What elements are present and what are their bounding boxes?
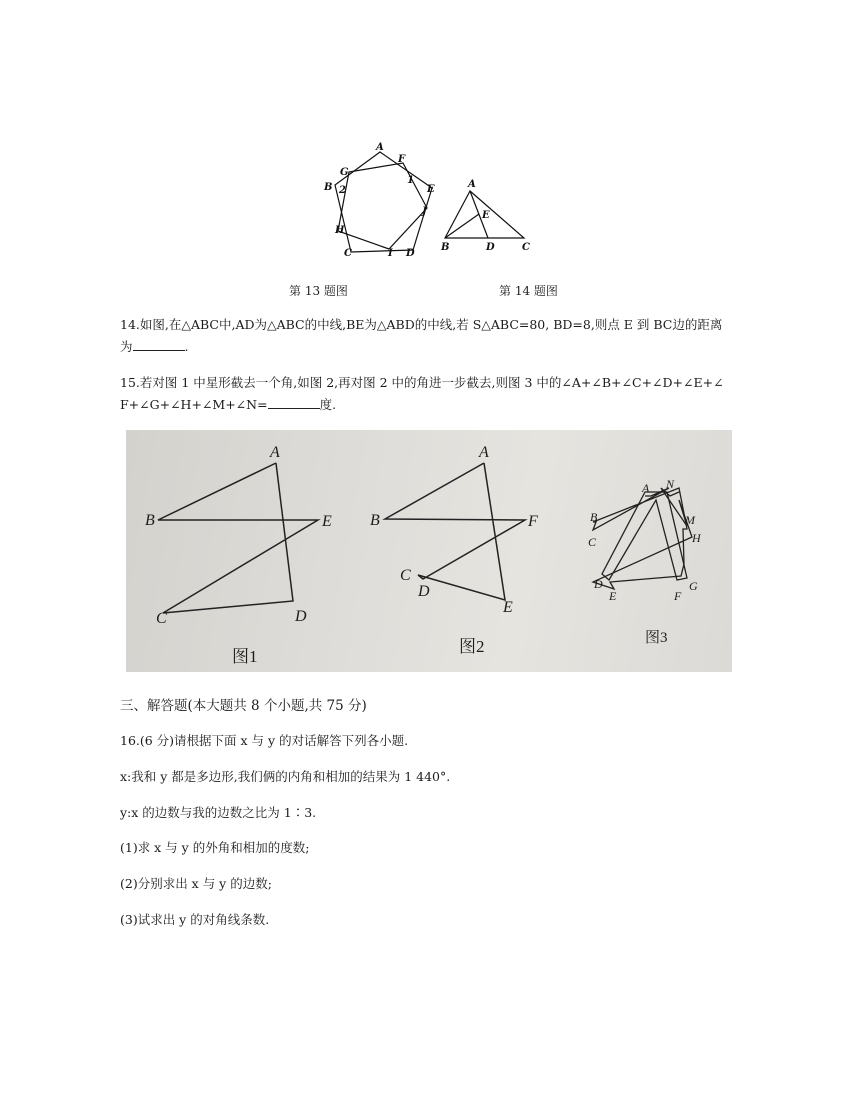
outer-pentagon <box>335 152 432 252</box>
fig13-label-1: 1 <box>407 175 414 186</box>
fig13-label-F: F <box>398 154 406 165</box>
fig3-label-M: M <box>685 513 695 527</box>
fig13-label-D: D <box>406 248 415 259</box>
q15-prefix: F+∠G+∠H+∠M+∠N= <box>120 397 268 412</box>
fig3-label-N: N <box>666 477 675 491</box>
fig2-label-E: E <box>503 599 513 616</box>
fig3-label-F: F <box>674 589 682 603</box>
q15-suffix: 度. <box>319 397 337 412</box>
section-3-title: 三、解答题(本大题共 8 个小题,共 75 分) <box>120 698 367 714</box>
fig2-label-C: C <box>400 567 411 584</box>
fig3-label-A: A <box>642 481 650 495</box>
star-figures-svg <box>126 430 732 672</box>
median-be <box>445 214 479 238</box>
fig13-label-C: C <box>344 248 352 259</box>
fig1-label-B: B <box>145 512 155 529</box>
figure-13-caption: 第 13 题图 <box>289 284 348 298</box>
q15-answer-blank <box>268 397 320 409</box>
fig3-label-C: C <box>588 535 597 549</box>
fig13-label-J: J <box>422 206 427 217</box>
figure-13-diagram <box>318 138 446 262</box>
question-16-y-dialogue: y:x 的边数与我的边数之比为 1∶3. <box>120 805 317 820</box>
fig13-label-2: 2 <box>339 185 346 196</box>
figure-2-caption: 图2 <box>459 637 485 656</box>
fig1-label-D: D <box>295 608 307 625</box>
fig3-label-G: G <box>689 579 698 593</box>
fig2-label-D: D <box>418 583 430 600</box>
question-15-line-2 <box>120 397 336 413</box>
question-16-part-3: (3)试求出 y 的对角线条数. <box>120 912 270 927</box>
question-16-part-2: (2)分别求出 x 与 y 的边数; <box>120 876 272 891</box>
star-figures-photo <box>126 430 732 672</box>
figure-3-caption: 图3 <box>645 630 668 646</box>
figure-14-diagram <box>436 176 536 254</box>
fig13-label-H: H <box>335 225 345 236</box>
q14-suffix: . <box>184 339 189 354</box>
question-16-part-1: (1)求 x 与 y 的外角和相加的度数; <box>120 840 310 855</box>
fig14-label-C: C <box>522 242 530 253</box>
question-14-line-2 <box>120 339 189 355</box>
fig1-label-C: C <box>156 610 167 627</box>
fig14-label-E: E <box>482 210 490 221</box>
question-14-line-1: 14.如图,在△ABC中,AD为△ABC的中线,BE为△ABD的中线,若 S△ABC=80, BD=8,则点 E 到 BC边的距离 <box>120 317 723 332</box>
fig13-label-B: B <box>324 182 333 193</box>
fig1-label-A: A <box>270 444 280 461</box>
figure-14-caption: 第 14 题图 <box>499 284 558 298</box>
figure-1-caption: 图1 <box>232 647 258 666</box>
question-16-stem: 16.(6 分)请根据下面 x 与 y 的对话解答下列各小题. <box>120 733 409 748</box>
fig13-label-I: I <box>388 248 393 259</box>
fig13-label-E: E <box>427 184 435 195</box>
fig13-label-G: G <box>340 167 349 178</box>
fig14-label-D: D <box>486 242 495 253</box>
fig2-label-A: A <box>479 444 489 461</box>
fig3-label-E: E <box>609 589 617 603</box>
q14-answer-blank <box>133 339 185 351</box>
question-15-line-1: 15.若对图 1 中星形截去一个角,如图 2,再对图 2 中的角进一步截去,则图 3 中的∠A+∠B+∠C+∠D+∠E+∠ <box>120 375 724 390</box>
figure-3-star <box>593 488 692 589</box>
question-16-x-dialogue: x:我和 y 都是多边形,我们俩的内角和相加的结果为 1 440°. <box>120 769 451 784</box>
q14-prefix: 为 <box>120 339 133 354</box>
fig2-label-B: B <box>370 512 380 529</box>
fig1-label-E: E <box>322 513 332 530</box>
fig13-label-A: A <box>376 142 384 153</box>
fig14-label-B: B <box>441 242 450 253</box>
fig3-label-B: B <box>590 510 598 524</box>
fig3-label-H: H <box>692 531 701 545</box>
figure-1-star <box>158 463 318 613</box>
fig3-label-D: D <box>594 577 603 591</box>
fig2-label-F: F <box>528 513 538 530</box>
fig14-label-A: A <box>468 179 476 190</box>
